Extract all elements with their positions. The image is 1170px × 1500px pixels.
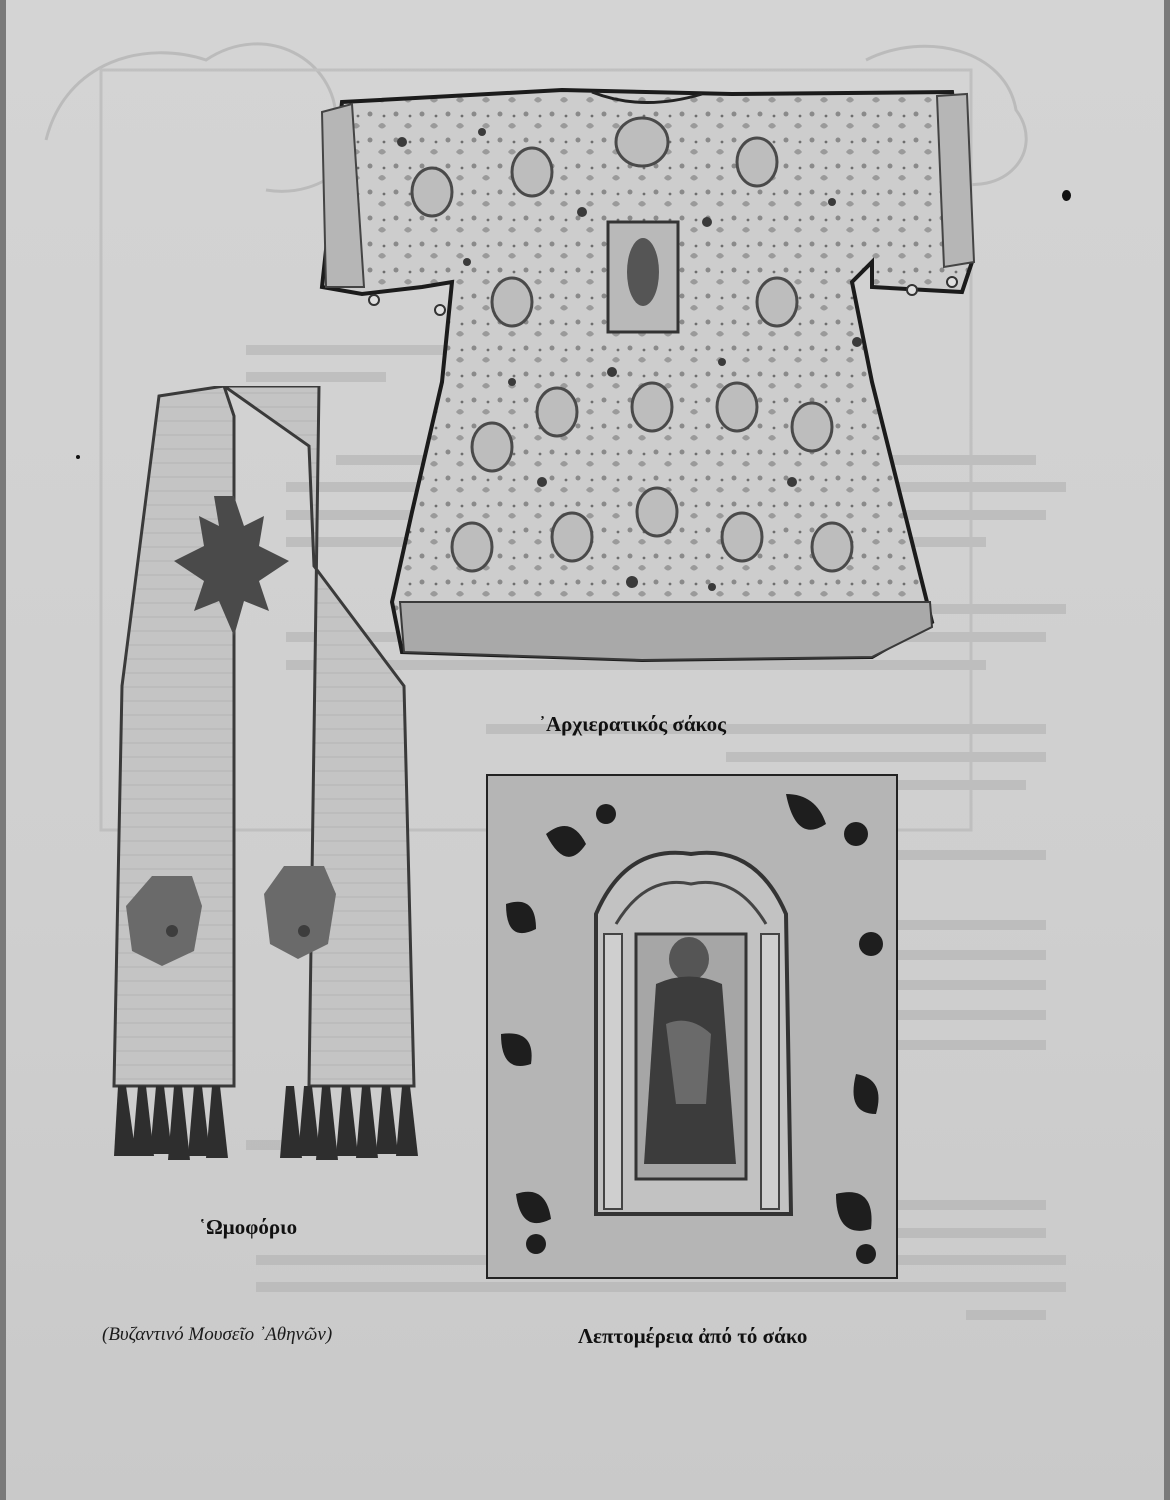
detail-caption: Λεπτομέρεια ἀπό τό σάκο	[578, 1324, 808, 1348]
sakkos-detail-photo	[486, 774, 898, 1279]
omophorion-vestment-icon	[104, 386, 424, 1186]
omophorion-photo	[104, 386, 424, 1186]
omophorion-caption: ῾Ωμοφόριο	[199, 1215, 298, 1239]
scan-mark	[76, 455, 80, 459]
source-credit: (Βυζαντινό Μουσεῖο ᾿Αθηνῶν)	[102, 1324, 333, 1345]
sakkos-caption: ᾿Αρχιερατικός σάκος	[539, 712, 726, 736]
sakkos-detail-icon	[486, 774, 898, 1279]
scan-mark	[1062, 190, 1071, 201]
scanned-page	[6, 0, 1164, 1500]
